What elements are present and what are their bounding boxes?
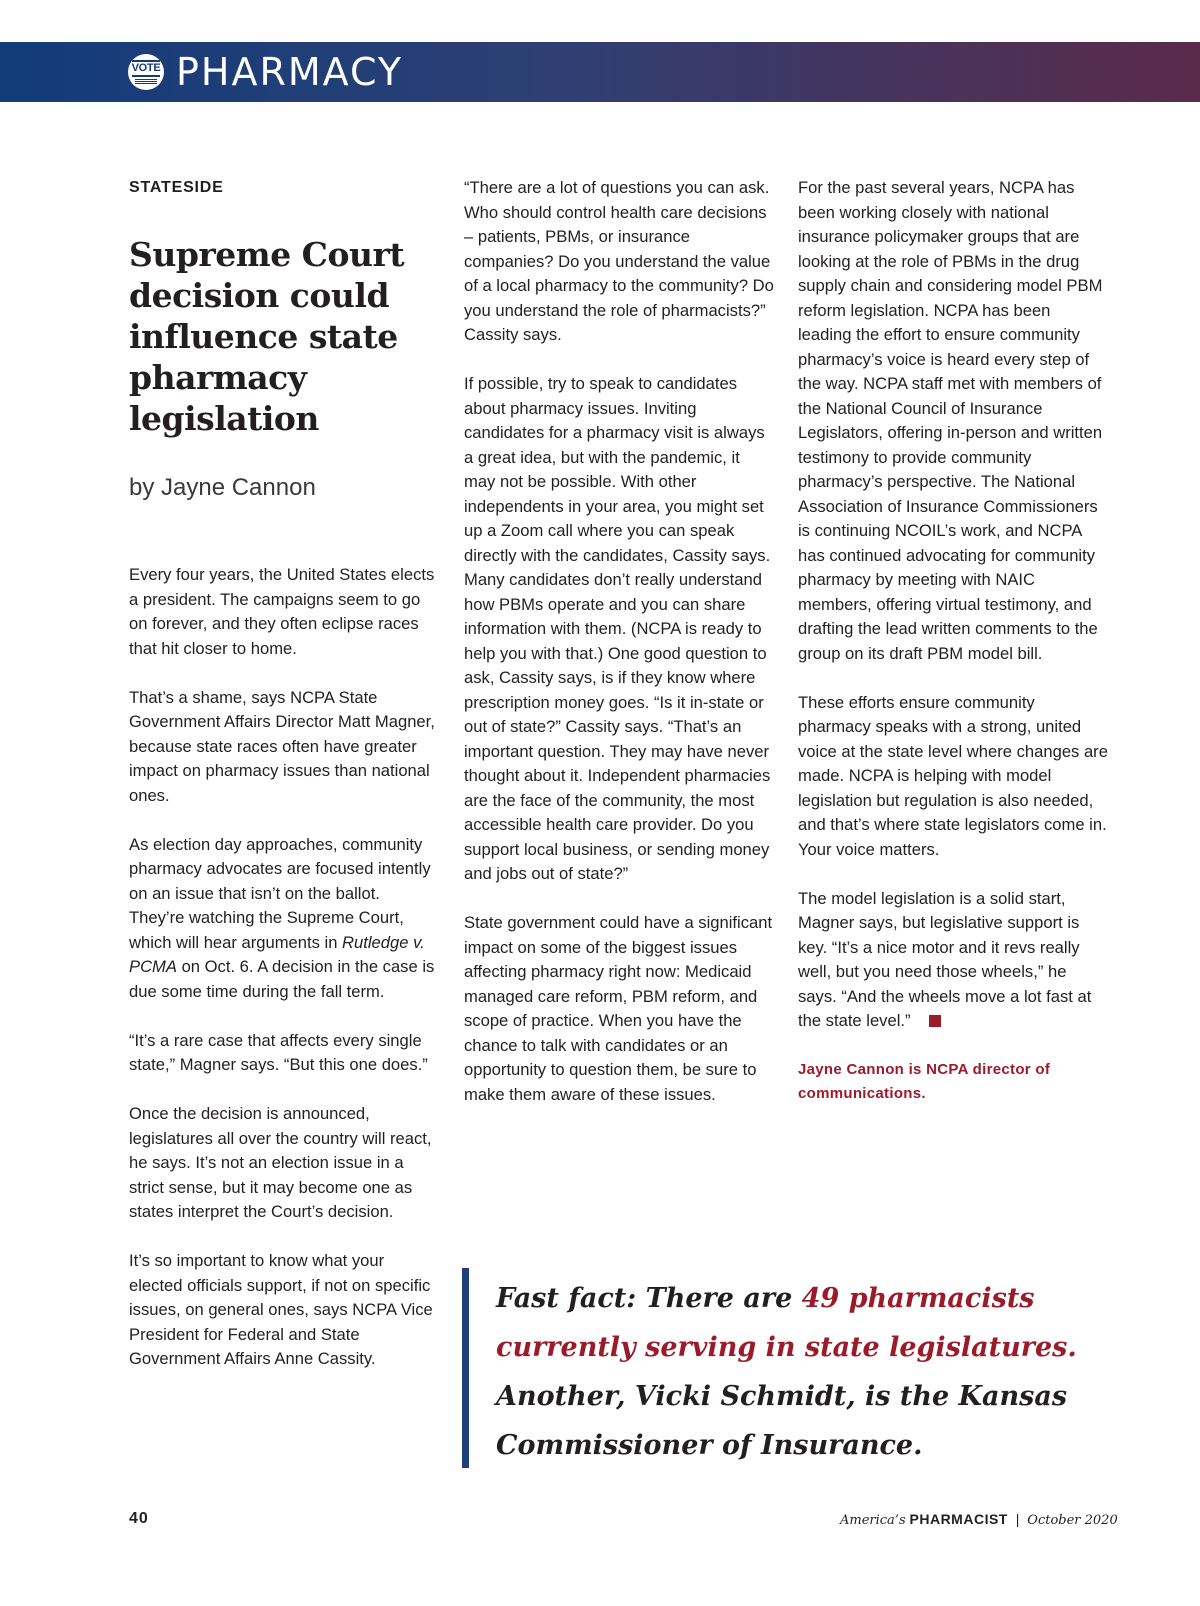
- magazine-footer: [840, 1511, 1118, 1528]
- case-name: Rutledge v. PCMA: [129, 932, 425, 976]
- vote-badge-icon: [128, 54, 164, 90]
- paragraph: Once the decision is announced, legislatures all over the country will react, he says. It’s not an election issue in a strict sense, but it may become one as states interpret the Court’s decision.: [129, 1104, 432, 1221]
- paragraph: Every four years, the United States elects a president. The campaigns seem to go on forever, and they often eclipse races that hit closer to home.: [129, 565, 435, 658]
- paragraph: For the past several years, NCPA has been working closely with national insurance policymaker groups that are looking at the role of PBMs in the drug supply chain and considering model PBM reform legislation. NCPA has been leading the effort to ensure community pharmacy’s voice is heard every step of the way. NCPA staff met with members of the National Council of Insurance Legislators, offering in-person and written testimony to provide community pharmacy’s perspective. The National Association of Insurance Commissioners is continuing NCOIL’s work, and NCPA has continued advocating for community pharmacy by meeting with NAIC members, offering virtual testimony, and drafting the lead written comments to the group on its draft PBM model bill.: [798, 178, 1103, 663]
- headline-line: legislation: [129, 399, 319, 438]
- article-column-3: [798, 176, 1108, 1131]
- kicker: STATESIDE: [129, 179, 224, 196]
- callout-bar: [462, 1268, 469, 1468]
- paragraph: These efforts ensure community pharmacy speaks with a strong, united voice at the state level where changes are made. NCPA is helping with model legislation but regulation is also needed, and that’s where state legislators come in. Your voice matters.: [798, 692, 1108, 859]
- magazine-prefix: America’s: [840, 1513, 906, 1528]
- headline-line: decision could: [129, 276, 390, 315]
- paragraph: It’s so important to know what your elected officials support, if not on specific issues, on general ones, says NCPA Vice President for Federal and State Government Affairs Anne Cassity.: [129, 1251, 433, 1368]
- headline-line: pharmacy: [129, 358, 307, 397]
- paragraph-text: The model legislation is a solid start, Magner says, but legislative support is key. “It’s a nice motor and it revs really well, but you need those wheels,” he says. “And the wheels move a lot fast at the state level.”: [798, 888, 1092, 1030]
- vote-badge-text: VOTE: [132, 60, 161, 77]
- headline-line: Supreme Court: [129, 235, 405, 274]
- article-column-2: [464, 176, 774, 1132]
- paragraph: [129, 833, 439, 1005]
- footer-separator: |: [1015, 1511, 1020, 1527]
- paragraph: “It’s a rare case that affects every single state,” Magner says. “But this one does.”: [129, 1030, 428, 1074]
- paragraph: “There are a lot of questions you can ask. Who should control health care decisions – patients, PBMs, or insurance companies? Do you understand the value of a local pharmacy to the community? Do you understand the role of pharmacists?” Cassity says.: [464, 178, 774, 344]
- fast-fact-rest: Another, Vicki Schmidt, is the Kansas Commissioner of Insurance.: [496, 1381, 1068, 1461]
- fast-fact-lead: Fast fact: There are: [496, 1283, 802, 1314]
- magazine-name: PHARMACIST: [909, 1511, 1008, 1527]
- fast-fact-text: [496, 1274, 1096, 1470]
- fast-fact-callout: [462, 1268, 1102, 1468]
- article-column-1: [129, 176, 439, 1396]
- page-number: 40: [129, 1510, 149, 1527]
- paragraph-text: As election day approaches, community pharmacy advocates are focused intently on an issue that isn’t on the ballot. They’re watching the Supreme Court, which will hear arguments in: [129, 834, 431, 952]
- byline: by Jayne Cannon: [129, 474, 316, 501]
- vote-badge-stripes: [135, 79, 157, 84]
- headline: [129, 234, 439, 439]
- paragraph: [798, 887, 1108, 1034]
- author-note: Jayne Cannon is NCPA director of communications.: [798, 1061, 1051, 1102]
- paragraph: If possible, try to speak to candidates about pharmacy issues. Inviting candidates for a pharmacy visit is always a great idea, but with the pandemic, it may not be possible. With other independents in your area, you might set up a Zoom call where you can speak directly with the candidates, Cassity says. Many candidates don’t really understand how PBMs operate and you can share information with them. (NCPA is ready to help you with that.) One good question to ask, Cassity says, is if they know where prescription money goes. “Is it in-state or out of state?” Cassity says. “That’s an important question. They may have never thought about it. Independent pharmacies are the face of the community, the most accessible health care provider. Do you support local business, or sending money and jobs out of state?”: [464, 374, 771, 883]
- fast-fact-highlight: 49 pharmacists currently serving in state legislatures.: [496, 1283, 1077, 1363]
- headline-line: influence state: [129, 317, 398, 356]
- section-title: PHARMACY: [176, 50, 404, 94]
- paragraph-text: on Oct. 6. A decision in the case is due some time during the fall term.: [129, 957, 435, 1001]
- paragraph: That’s a shame, says NCPA State Government Affairs Director Matt Magner, because state races often have greater impact on pharmacy issues than national ones.: [129, 687, 435, 805]
- paragraph: State government could have a significant impact on some of the biggest issues affecting pharmacy right now: Medicaid managed care reform, PBM reform, and scope of practice. When you have the chance to talk with candidates or an opportunity to question them, be sure to make them aware of these issues.: [464, 913, 773, 1104]
- end-mark-icon: [929, 1015, 941, 1027]
- issue-date: October 2020: [1027, 1513, 1118, 1528]
- section-banner: [0, 42, 1200, 102]
